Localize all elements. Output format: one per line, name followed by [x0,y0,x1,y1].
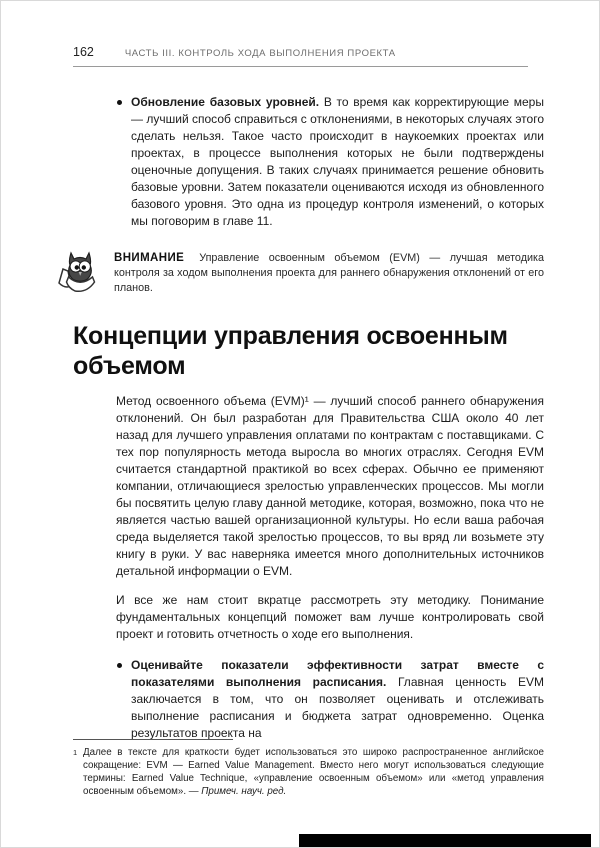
bullet-text: В то время как корректирующие меры — лучший способ справиться с отклонениями, в некоторых случаях этого сделать нельзя. Такое часто происходит в наукоемких проектах или проектах, в процессе выполнения которых не были подтверждены оценочные допущения. В таких случаях принимается решение обновить базовые уровни. Затем показатели оцениваются исходя из обновленного базового уровня. Это одна из процедур контроля изменений, о которых мы поговорим в главе 11. [131,95,544,228]
warning-label: ВНИМАНИЕ [114,252,185,264]
bullet-lead: Оценивайте показатели эффективности затрат вместе с показателями выполнения расписания. [131,658,544,689]
footnote-attribution: — Примеч. науч. ред. [188,786,287,797]
owl-icon [57,248,103,299]
bottom-bar [299,834,591,847]
running-head: ЧАСТЬ III. КОНТРОЛЬ ХОДА ВЫПОЛНЕНИЯ ПРОЕКТА [124,48,396,59]
header-rule [73,66,528,67]
warning-note [57,248,544,299]
warning-text: Управление освоенным объемом (EVM) — лучшая методика контроля за ходом выполнения проекта для раннего обнаружения отклонений от его планов. [114,252,544,294]
paragraph-evm-summary: И все же нам стоит вкратце рассмотреть эту методику. Понимание фундаментальных концепций поможет вам лучше контролировать свой проект и готовить отчетность о ходе его выполнения. [116,593,544,641]
footnote-marker: 1 [73,748,78,757]
warning-paragraph [114,248,544,296]
bullet-lead: Обновление базовых уровней. [131,95,320,109]
list-item-evaluate-costs [116,657,544,742]
footnote-rule [73,739,233,740]
bullet-text: Главная ценность EVM заключается в том, что он позволяет оценивать и отслеживать выполнение расписания и бюджета затрат одновременно. Оценка результатов проекта на [131,675,544,740]
page-header [73,45,544,59]
bullet-list [116,657,544,742]
bullet-icon [117,663,122,668]
footnote-text: Далее в тексте для краткости будет использоваться это широко распространенное английское сокращение: EVM — Earned Value Management. Вместо него могут использоваться следующие термины: Earned Value Technique, «управление освоенным объемом» или «метод управления освоенным объемом». [83,747,544,797]
section-heading: Концепции управления освоенным объемом [73,322,508,380]
list-item-update-baselines [116,94,544,230]
footnote [73,746,544,798]
page-number: 162 [73,45,94,59]
footnote-area [73,739,544,798]
bullet-list [116,94,544,230]
paragraph-evm-intro: Метод освоенного объема (EVM)¹ — лучший способ раннего обнаружения отклонений. Он был разработан для Правительства США около 40 лет назад для лучшего управления оплатами по контрактам с поставщиками. С тех пор популярность метода выросла во многих отраслях. Сегодня EVM считается стандартной практикой во всех сферах. Обычно ее применяют компании, отличающиеся зрелостью управленческих процессов. Мы могли бы посвятить целую главу данной методике, которая, возможно, пока что не является частью вашей организационной культуры. Но если ваша рабочая среда выделяется такой зрелостью процессов, то вы вряд ли возьмете эту книгу в руки. У вас наверняка имеется много дополнительных источников детальной информации о EVM. [116,394,544,578]
bullet-icon [117,100,122,105]
